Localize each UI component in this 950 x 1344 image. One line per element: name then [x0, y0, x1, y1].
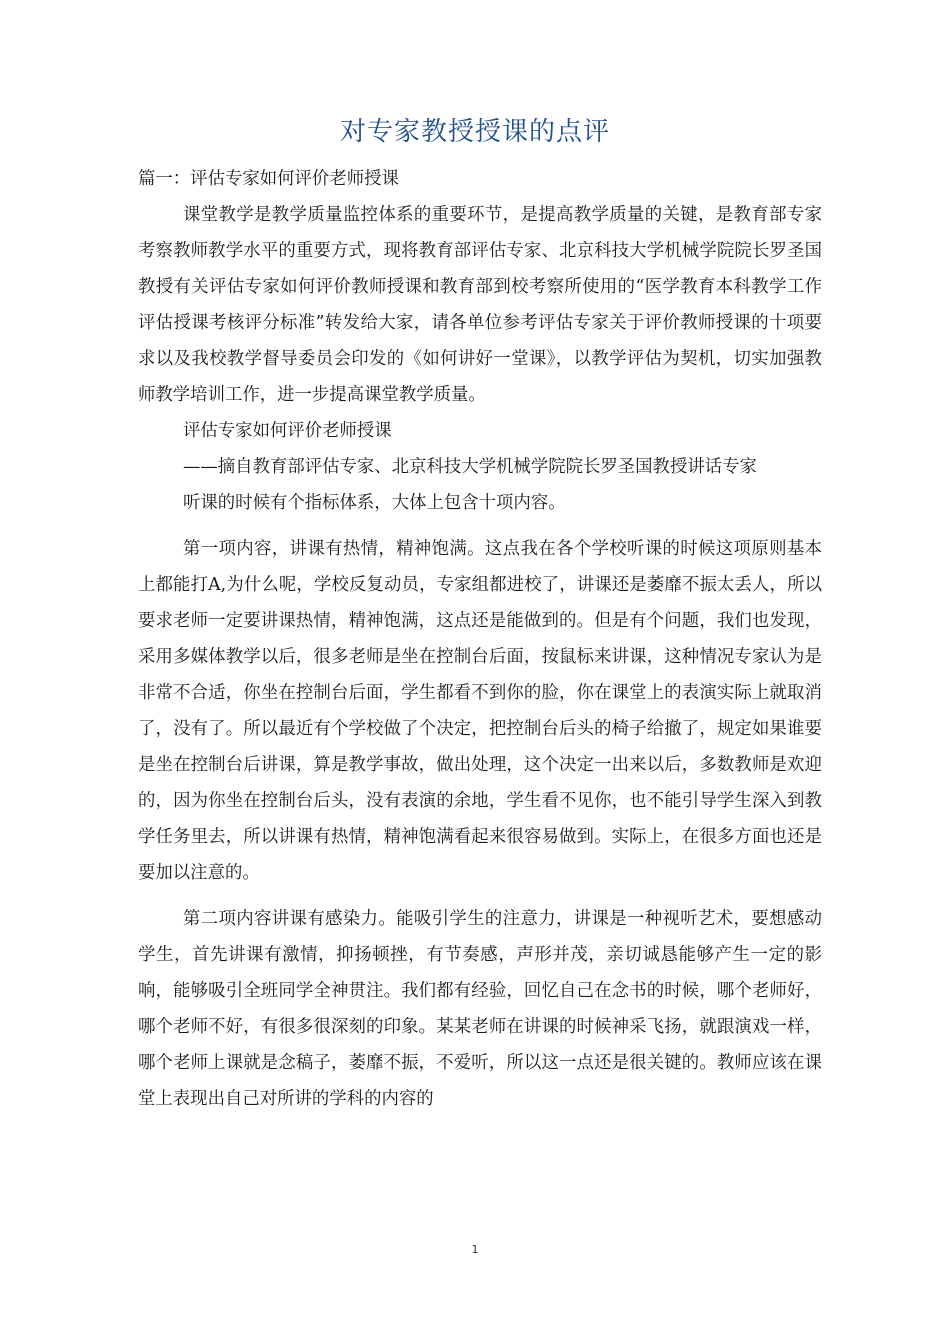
page-number: 1 [471, 1243, 479, 1256]
item-one-paragraph: 第一项内容，讲课有热情，精神饱满。这点我在各个学校听课的时候这项原则基本上都能打A,为什么呢，学校反复动员，专家组都进校了，讲课还是萎靡不振太丢人，所以要求老师一定要讲课热情，精神饱满，这点还是能做到的。但是有个问题，我们也发现，采用多媒体教学以后，很多老师是坐在控制台后面，按鼠标来讲课，这种情况专家认为是非常不合适，你坐在控制台后面，学生都看不到你的脸，你在课堂上的表演实际上就取消了，没有了。所以最近有个学校做了个决定，把控制台后头的椅子给撤了，规定如果谁要是坐在控制台后讲课，算是教学事故，做出处理，这个决定一出来以后，多数教师是欢迎的，因为你坐在控制台后头，没有表演的余地，学生看不见你，也不能引导学生深入到教学任务里去，所以讲课有热情，精神饱满看起来很容易做到。实际上，在很多方面也还是要加以注意的。 [138, 539, 822, 883]
subheading: 评估专家如何评价老师授课 [183, 421, 392, 441]
overview-line: 听课的时候有个指标体系，大体上包含十项内容。 [183, 493, 566, 513]
source-line: ——摘自教育部评估专家、北京科技大学机械学院院长罗圣国教授讲话专家 [183, 457, 757, 477]
item-two-paragraph: 第二项内容讲课有感染力。能吸引学生的注意力，讲课是一种视听艺术，要想感动学生，首先讲课有激情，抑扬顿挫，有节奏感，声形并茂，亲切诚恳能够产生一定的影响，能够吸引全班同学全神贯注。我们都有经验，回忆自己在念书的时候，哪个老师好，哪个老师不好，有很多很深刻的印象。某某老师在讲课的时候神采飞扬，就跟演戏一样，哪个老师上课就是念稿子，萎靡不振，不爱听，所以这一点还是很关键的。教师应该在课堂上表现出自己对所讲的学科的内容的 [138, 909, 822, 1109]
document-body [138, 161, 822, 1117]
page-title: 对专家教授授课的点评 [339, 117, 610, 147]
intro-paragraph: 课堂教学是教学质量监控体系的重要环节，是提高教学质量的关键，是教育部专家考察教师教学水平的重要方式，现将教育部评估专家、北京科技大学机械学院院长罗圣国教授有关评估专家如何评价教师授课和教育部到校考察所使用的“医学教育本科教学工作评估授课考核评分标准”转发给大家，请各单位参考评估专家关于评价教师授课的十项要求以及我校教学督导委员会印发的《如何讲好一堂课》，以教学评估为契机，切实加强教师教学培训工作，进一步提高课堂教学质量。 [138, 205, 822, 405]
section-heading: 篇一：评估专家如何评价老师授课 [138, 169, 399, 189]
